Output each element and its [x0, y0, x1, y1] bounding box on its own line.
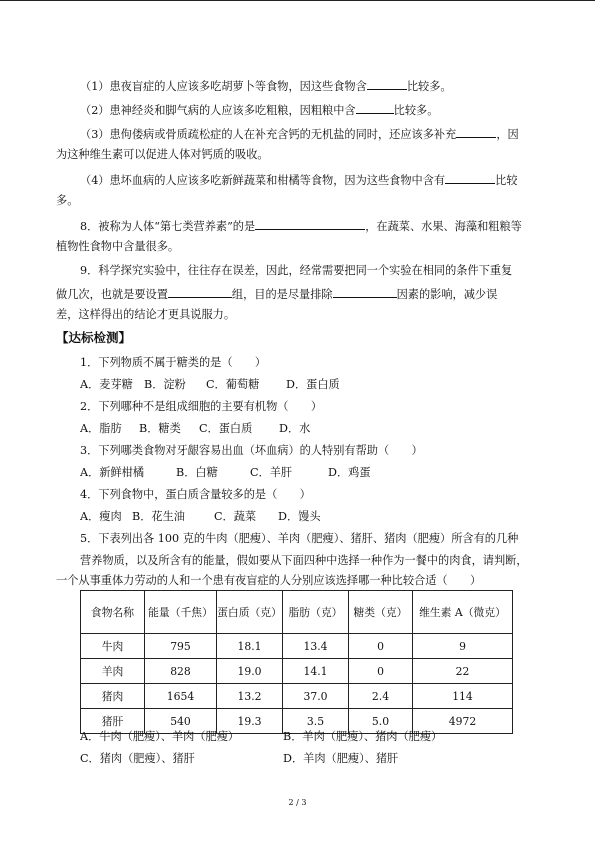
option-c[interactable]: C．羊肝 — [250, 466, 293, 479]
table-cell: 2.4 — [349, 684, 413, 709]
table-cell: 13.4 — [283, 634, 349, 659]
mc4-stem: 4．下列食物中，蛋白质含量较多的是（ ） — [80, 488, 311, 501]
q7-item1 — [80, 78, 452, 94]
answer-blank[interactable] — [255, 218, 365, 230]
q7-item3-text: （3）患佝偻病或骨质疏松症的人在补充含钙的无机盐的同时，还应该多补充 — [80, 128, 457, 141]
q7-item2-text: （2）患神经炎和脚气病的人应该多吃粗粮，因粗粮中含 — [80, 104, 356, 117]
answer-blank[interactable] — [456, 126, 496, 138]
answer-blank[interactable] — [367, 78, 407, 90]
q9-text-tail: 因素的影响，减少误 — [396, 288, 498, 301]
mc1-options — [80, 378, 340, 392]
table-cell: 0 — [349, 659, 413, 684]
q5-line1: 5．下表列出各 100 克的牛肉（肥瘦）、羊肉（肥瘦）、猪肝、猪肉（肥瘦）所含有的几种 — [80, 532, 519, 545]
option-d[interactable]: D．馒头 — [278, 510, 321, 523]
option-d[interactable]: D．鸡蛋 — [328, 466, 371, 479]
option-d[interactable]: D．蛋白质 — [286, 378, 340, 391]
option-a[interactable]: A．瘦肉 — [80, 510, 122, 523]
option-b[interactable]: B．淀粉 — [144, 378, 186, 391]
option-c[interactable]: C．蛋白质 — [199, 422, 253, 435]
table-cell: 猪肝 — [81, 709, 145, 734]
mc3-stem: 3．下列哪类食物对牙龈容易出血（坏血病）的人特别有帮助（ ） — [80, 444, 423, 457]
q9-line1: 9．科学探究实验中，往往存在误差，因此，经常需要把同一个实验在相同的条件下重复 — [80, 264, 513, 277]
table-cell: 9 — [413, 634, 513, 659]
option-d[interactable]: D．水 — [279, 422, 311, 435]
option-b[interactable]: B．糖类 — [139, 422, 181, 435]
mc2-stem: 2．下列哪种不是组成细胞的主要有机物（ ） — [80, 400, 323, 413]
table-cell: 4972 — [413, 709, 513, 734]
table-cell: 0 — [349, 634, 413, 659]
table-cell: 19.0 — [217, 659, 283, 684]
table-cell: 114 — [413, 684, 513, 709]
table-cell: 828 — [145, 659, 217, 684]
option-a[interactable]: A．麦芽糖 — [80, 378, 133, 391]
option-a[interactable]: A．牛肉（肥瘦）、羊肉（肥瘦） — [80, 730, 240, 743]
table-cell: 14.1 — [283, 659, 349, 684]
q7-item1-text: （1）患夜盲症的人应该多吃胡萝卜等食物，因这些食物含 — [80, 80, 367, 93]
q5-options-row1 — [80, 730, 442, 744]
option-b[interactable]: B．白糖 — [176, 466, 218, 479]
column-header: 维生素 A（微克） — [413, 591, 513, 634]
q9-text-mid: 组，目的是尽量排除 — [231, 288, 333, 301]
option-c[interactable]: C．蔬菜 — [214, 510, 257, 523]
header-rule — [0, 0, 595, 1]
table-cell: 22 — [413, 659, 513, 684]
q9-line2 — [56, 286, 497, 302]
q7-item3-cont: 为这种维生素可以促进人体对钙质的吸收。 — [56, 148, 269, 161]
column-header: 糖类（克） — [349, 591, 413, 634]
table-cell: 羊肉 — [81, 659, 145, 684]
q7-item4 — [80, 172, 518, 188]
table-cell: 3.5 — [283, 709, 349, 734]
option-b[interactable]: B．羊肉（肥瘦）、猪肉（肥瘦） — [283, 730, 443, 743]
table-cell: 猪肉 — [81, 684, 145, 709]
table-cell: 牛肉 — [81, 634, 145, 659]
q5-line3: 一个从事重体力劳动的人和一个患有夜盲症的人分别应该选择哪一种比较合适（ ） — [56, 574, 482, 587]
q9-line3: 差，这样得出的结论才更具说服力。 — [56, 308, 236, 321]
option-d[interactable]: D．羊肉（肥瘦）、猪肝 — [283, 752, 399, 765]
table-cell: 37.0 — [283, 684, 349, 709]
answer-blank[interactable] — [445, 172, 495, 184]
option-c[interactable]: C．葡萄糖 — [206, 378, 260, 391]
table-row — [81, 634, 513, 659]
q9-text: 做几次，也就是要设置 — [56, 288, 168, 301]
column-header: 能量（千焦） — [145, 591, 217, 634]
q8-tail: ，在蔬菜、水果、海藻和粗粮等 — [365, 220, 522, 233]
table-row — [81, 684, 513, 709]
q7-item1-tail: 比较多。 — [406, 80, 452, 93]
q7-item4-cont: 多。 — [56, 194, 79, 207]
table-row — [81, 659, 513, 684]
q7-item4-text: （4）患坏血病的人应该多吃新鲜蔬菜和柑橘等食物，因为这些食物中含有 — [80, 174, 446, 187]
table-cell: 19.3 — [217, 709, 283, 734]
mc3-options — [80, 466, 371, 480]
page-number: 2 / 3 — [288, 798, 307, 807]
table-header-row — [81, 591, 513, 634]
table-cell: 5.0 — [349, 709, 413, 734]
q7-item3-tail: ，因 — [496, 128, 519, 141]
q7-item2-tail: 比较多。 — [393, 104, 439, 117]
option-c[interactable]: C．猪肉（肥瘦）、猪肝 — [80, 752, 195, 765]
q7-item3 — [80, 126, 519, 142]
table-cell: 18.1 — [217, 634, 283, 659]
answer-blank[interactable] — [333, 286, 397, 298]
option-a[interactable]: A．新鲜柑橘 — [80, 466, 145, 479]
option-a[interactable]: A．脂肪 — [80, 422, 122, 435]
table-cell: 795 — [145, 634, 217, 659]
q8-line1 — [80, 218, 522, 234]
mc4-options — [80, 510, 321, 524]
table-cell: 540 — [145, 709, 217, 734]
column-header: 食物名称 — [81, 591, 145, 634]
column-header: 脂肪（克） — [283, 591, 349, 634]
q7-item2 — [80, 102, 438, 118]
mc2-options — [80, 422, 310, 436]
q5-line2: 营养物质，以及所含有的能量，假如要从下面四种中选择一种作为一餐中的肉食，请判断， — [80, 554, 528, 567]
option-b[interactable]: B．花生油 — [132, 510, 185, 523]
q5-options-row2 — [80, 752, 398, 766]
column-header: 蛋白质（克） — [217, 591, 283, 634]
mc1-stem: 1．下列物质不属于糖类的是（ ） — [80, 356, 267, 369]
table-cell: 1654 — [145, 684, 217, 709]
answer-blank[interactable] — [356, 102, 394, 114]
q8-text: 8．被称为人体“第七类营养素”的是 — [80, 220, 256, 233]
q8-line2: 植物性食物中含量很多。 — [56, 240, 180, 253]
nutrition-table — [80, 590, 513, 734]
section-title: 【达标检测】 — [56, 330, 132, 345]
q7-item4-tail: 比较 — [495, 174, 518, 187]
answer-blank[interactable] — [168, 286, 232, 298]
table-cell: 13.2 — [217, 684, 283, 709]
